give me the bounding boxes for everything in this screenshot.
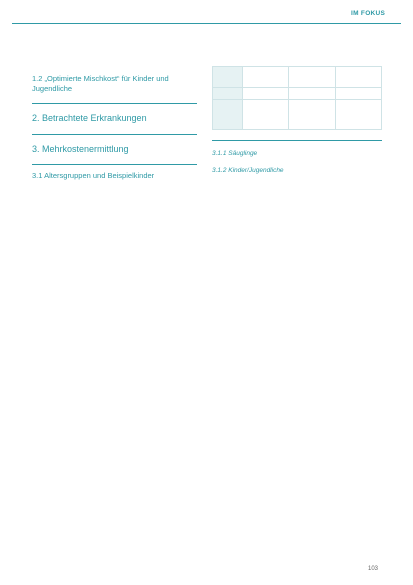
section-title-3-1: 3.1 Altersgruppen und Beispielkinder bbox=[32, 171, 155, 181]
table-row-label bbox=[213, 67, 243, 88]
section-title-3-1-1: 3.1.1 Säuglinge bbox=[212, 149, 258, 157]
section-title-3-1-2: 3.1.2 Kinder/Jugendliche bbox=[212, 166, 284, 174]
table-row bbox=[213, 100, 382, 130]
section-label: IM FOKUS bbox=[351, 10, 386, 17]
table-cell bbox=[335, 100, 381, 130]
section-divider bbox=[32, 103, 197, 104]
section-title-1-2: 1.2 „Optimierte Mischkost“ für Kinder und Jugendliche bbox=[32, 74, 169, 93]
section-title-3: 3. Mehrkostenermittlung bbox=[32, 143, 129, 154]
table-row-label bbox=[213, 100, 243, 130]
table-row bbox=[213, 88, 382, 100]
table-cell bbox=[289, 100, 335, 130]
table-row-label bbox=[213, 88, 243, 100]
table-cell bbox=[335, 67, 381, 88]
section-title-2: 2. Betrachtete Erkrankungen bbox=[32, 112, 147, 123]
table-row bbox=[213, 67, 382, 88]
section-divider bbox=[212, 140, 382, 141]
page-number: 103 bbox=[368, 566, 379, 572]
left-column bbox=[32, 56, 197, 186]
table-cell bbox=[243, 67, 289, 88]
table-cell bbox=[289, 67, 335, 88]
section-divider bbox=[32, 164, 197, 165]
age-groups-table bbox=[212, 66, 382, 130]
table-cell bbox=[335, 88, 381, 100]
section-divider bbox=[32, 134, 197, 135]
page-header bbox=[0, 10, 413, 24]
table-cell bbox=[289, 88, 335, 100]
header-rule bbox=[12, 23, 401, 24]
table-cell bbox=[243, 100, 289, 130]
right-column bbox=[212, 56, 382, 177]
table-cell bbox=[243, 88, 289, 100]
